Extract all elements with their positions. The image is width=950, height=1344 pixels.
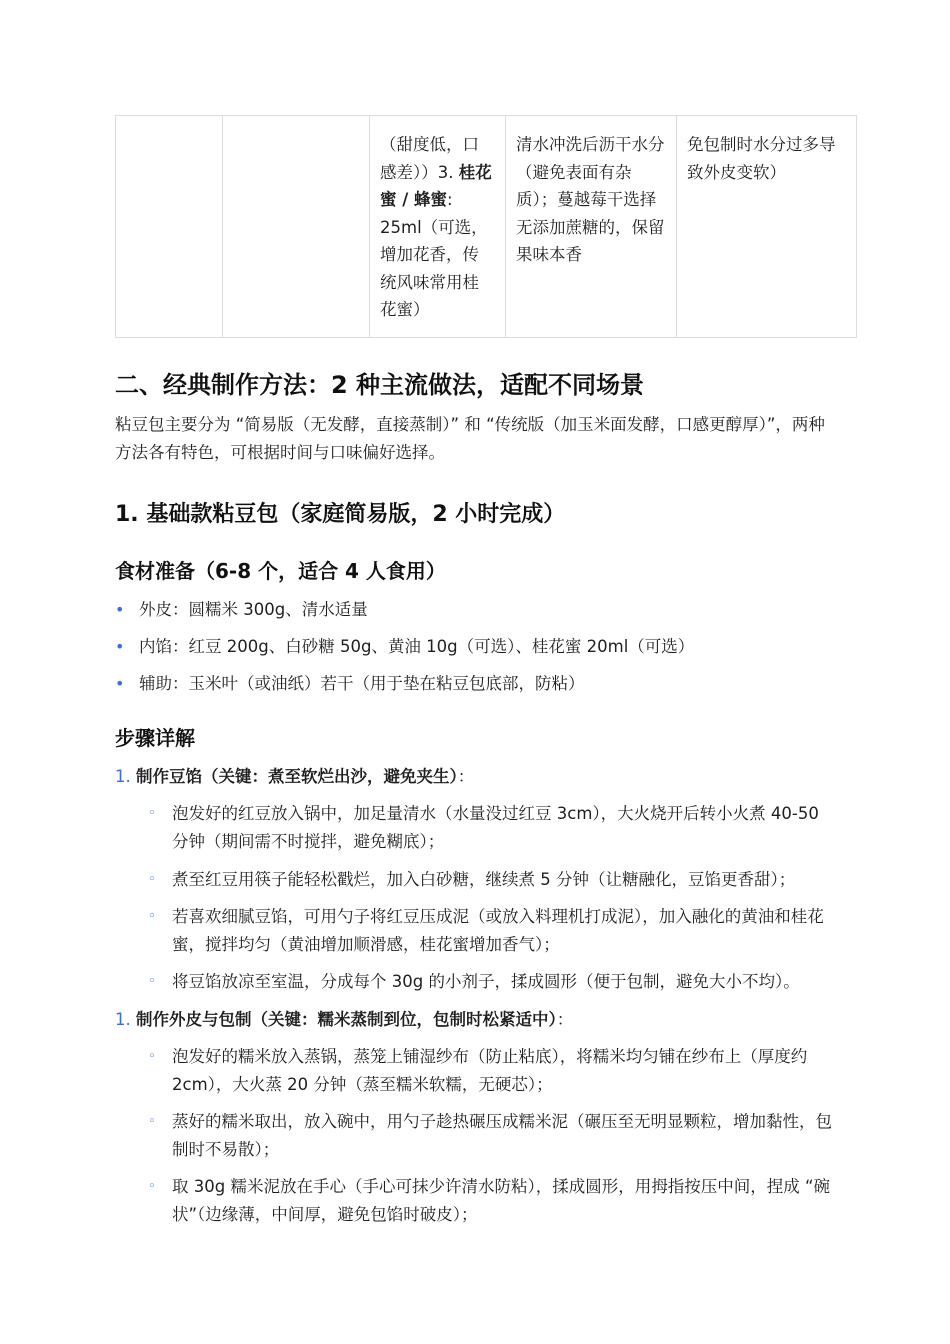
list-item: ◦ 蒸好的糯米取出，放入碗中，用勺子趁热碾压成糯米泥（碾压至无明显颗粒，增加黏性，包制时不易散）； (148, 1108, 838, 1164)
list-item: ◦ 泡发好的糯米放入蒸锅，蒸笼上铺湿纱布（防止粘底），将糯米均匀铺在纱布上（厚度约 2cm），大火蒸 20 分钟（蒸至糯米软糯，无硬芯）； (148, 1043, 838, 1099)
circle-bullet-icon: ◦ (148, 1114, 156, 1129)
section-heading: 二、经典制作方法：2 种主流做法，适配不同场景 (115, 371, 645, 399)
table-row (116, 116, 857, 338)
circle-bullet-icon: ◦ (148, 872, 156, 887)
list-item: ◦ 将豆馅放凉至室温，分成每个 30g 的小剂子，揉成圆形（便于包制，避免大小不均）。 (148, 968, 838, 996)
list-item: ◦ 泡发好的红豆放入锅中，加足量清水（水量没过红豆 3cm），大火烧开后转小火煮 40-50 分钟（期间需不时搅拌，避免糊底）； (148, 800, 838, 856)
method-heading: 1. 基础款粘豆包（家庭简易版，2 小时完成） (115, 502, 566, 527)
circle-bullet-icon: ◦ (148, 1179, 156, 1194)
table-cell (370, 116, 506, 338)
bullet-icon: • (115, 600, 125, 619)
table-cell: 清水冲洗后沥干水分（避免表面有杂质）；蔓越莓干选择无添加蔗糖的，保留果味本香 (506, 116, 677, 338)
list-item: ◦ 煮至红豆用筷子能轻松戳烂，加入白砂糖，继续煮 5 分钟（让糖融化，豆馅更香甜）； (148, 866, 838, 894)
list-item: ◦ 若喜欢细腻豆馅，可用勺子将红豆压成泥（或放入料理机打成泥），加入融化的黄油和桂花蜜，搅拌均匀（黄油增加顺滑感，桂花蜜增加香气）； (148, 903, 838, 959)
ingredients-heading: 食材准备（6-8 个，适合 4 人食用） (115, 559, 446, 583)
section-intro: 粘豆包主要分为 “简易版（无发酵，直接蒸制）” 和 “传统版（加玉米面发酵，口感更醇厚）”，两种方法各有特色，可根据时间与口味偏好选择。 (115, 415, 825, 462)
circle-bullet-icon: ◦ (148, 909, 156, 924)
cell-text: （甜度低，口感差））3. (380, 135, 479, 182)
table-cell: 免包制时水分过多导致外皮变软） (677, 116, 857, 338)
step-title: 1. 制作外皮与包制（关键：糯米蒸制到位，包制时松紧适中）： (115, 1010, 574, 1029)
table-cell (116, 116, 223, 338)
document-page: （甜度低，口感差））3. 桂花蜜 / 蜂蜜: 25ml（可选，增加花香，传统风味常用桂花蜜） 清水冲洗后沥干水分（避免表面有杂质）；蔓越莓干选择无添加蔗糖的，保留果味本香 免包制时水分过多导致外皮变软） 二、经典制作方法：2 种主流做法，适配不同场景 粘豆包主要分为 “简易版（无发酵，直接蒸制）” 和 “传统版（加玉米面发酵，口感更醇厚）”，两种方法各有特色，可根据时间与口味偏好选择。 1. 基础款粘豆包（家庭简易版，2 小时完成） 食材准备（6-8 个，适合 4 人食用） • 外皮：圆糯米 300g、清水适量 • 内馅：红豆 200g、白砂糖 50g、黄油 10g（可选）、桂花蜜 20ml（可选） • 辅助：玉米叶（或油纸）若干（用于垫在粘豆包底部，防粘） 步骤详解 1. 制作豆馅（关键：煮至软烂出沙，避免夹生）： ◦ 泡发好的红豆放入锅中，加足量清水（水量没过红豆 3cm），大火烧开后转小火煮 40-50 分钟（期间需不时搅拌，避免糊底）； ◦ 煮至红豆用筷子能轻松戳烂，加入白砂糖，继续煮 5 分钟（让糖融化，豆馅更香甜）； ◦ 若喜欢细腻豆馅，可用勺子将红豆压成泥（或放入料理机打成泥），加入融化的黄油和桂花蜜，搅拌均匀（黄油增加顺滑感，桂花蜜增加香气）； ◦ 将豆馅放凉至室温，分成每个 30g 的小剂子，揉成圆形（便于包制，避免大小不均）。 1. 制作外皮与包制（关键：糯米蒸制到位，包制时松紧适中）： ◦ 泡发好的糯米放入蒸锅，蒸笼上铺湿纱布（防止粘底），将糯米均匀铺在纱布上（厚度约 2cm），大火蒸 20 分钟（蒸至糯米软糯，无硬芯）； ◦ 蒸好的糯米取出，放入碗中，用勺子趁热碾压成糯米泥（碾压至无明显颗粒，增加黏性，包制时不易散）； ◦ 取 30g 糯米泥放在手心（手心可抹少许清水防粘），揉成圆形，用拇指按压中间，捏成 “碗状”（边缘薄，中间厚，避免包馅时破皮）； (0, 0, 950, 1344)
steps-heading: 步骤详解 (115, 726, 195, 750)
bullet-icon: • (115, 637, 125, 656)
cell-bold-text: 桂花蜜 / 蜂蜜 (380, 162, 492, 209)
cell-text: : 25ml（可选，增加花香，传统风味常用桂花蜜） (380, 190, 488, 319)
list-item: ◦ 取 30g 糯米泥放在手心（手心可抹少许清水防粘），揉成圆形，用拇指按压中间，捏成 “碗状”（边缘薄，中间厚，避免包馅时破皮）； (148, 1173, 838, 1229)
circle-bullet-icon: ◦ (148, 1049, 156, 1064)
table-cell (223, 116, 370, 338)
bullet-icon: • (115, 674, 125, 693)
ingredients-table-continued (115, 115, 857, 338)
circle-bullet-icon: ◦ (148, 974, 156, 989)
step-title: 1. 制作豆馅（关键：煮至软烂出沙，避免夹生）： (115, 767, 475, 786)
circle-bullet-icon: ◦ (148, 806, 156, 821)
